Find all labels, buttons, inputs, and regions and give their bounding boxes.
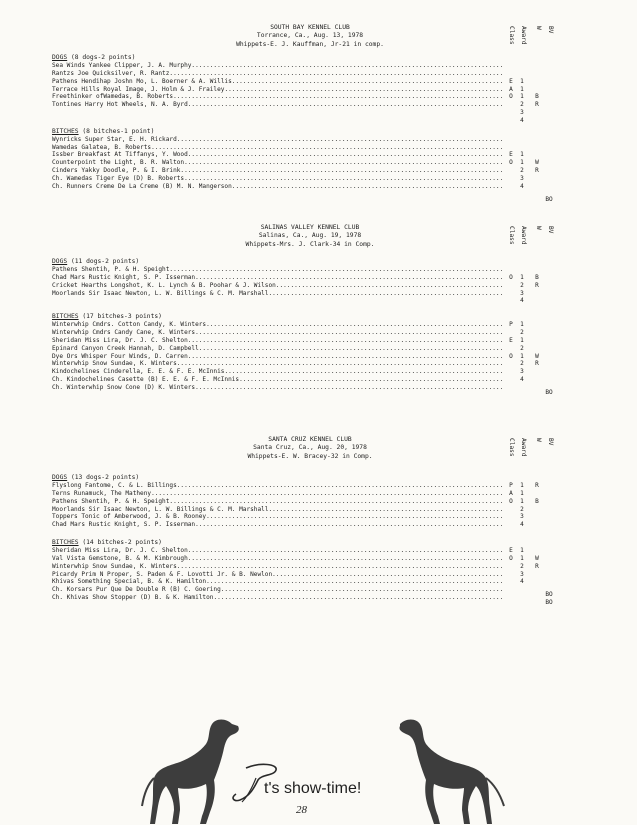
entry-text: Winterwhip Snow Sundae, K. Winters ..... [52,563,502,571]
entry-row [52,175,612,183]
entry-award: 4 [520,297,524,305]
entry-text: Counterpoint the Light, B. R. Walton ..... [52,159,502,167]
group-heading: DOGS [52,474,68,481]
entry-text: Ch. Wamedas Tiger Eye (D) B. Roberts ..... [52,175,502,183]
entry-row [52,70,612,78]
entry-award: 3 [520,570,524,578]
entry-win: B [535,93,539,101]
show-location: Salinas, Ca., Aug. 19, 1978 [258,232,362,240]
entry-row [52,571,612,579]
entry-list [52,266,612,305]
entry-row [52,136,612,144]
entry-row [52,578,612,586]
entry-row [52,290,612,298]
entry-award: 3 [520,513,524,521]
group-title [52,54,612,62]
entry-text: Rantzs Joe Quicksilver, R. Rantz ..... [52,70,502,78]
entry-award: 1 [520,159,524,167]
entry-row [52,78,612,86]
entry-text: Pathens Shentih, P. & H. Speight ..... [52,266,502,274]
entry-row [52,151,612,159]
entry-text: Winterwhip Snow Sundae, K. Winters ..... [52,360,502,368]
entry-award: 1 [520,489,524,497]
entry-text: Ch. Khivas Show Stopper (D) B. & K. Hamilton ..... [52,594,502,602]
group-heading: DOGS [52,258,68,265]
entry-win: R [535,360,539,368]
entry-row [52,297,612,305]
entry-text: Ch. Runners Creme De La Creme (B) M. N. Mangerson ..... [52,183,502,191]
entry-row [52,159,612,167]
show-location: Santa Cruz, Ca., Aug. 20, 1978 [253,444,367,452]
entry-award: 2 [520,329,524,337]
entry-row [52,555,612,563]
entry-text: Winterwhip Cmdrs Candy Cane, K. Winters ..... [52,329,502,337]
entry-class: E [509,77,513,85]
page-number: 28 [296,804,307,816]
entry-award: 1 [520,336,524,344]
entry-row [52,482,612,490]
slogan-text: t's show-time! [264,780,362,797]
entry-row [52,109,612,117]
entry-award: 2 [520,360,524,368]
entry-row [52,144,612,152]
group-title [52,128,612,136]
entry-win: R [535,281,539,289]
entry-text: Epinard Canyon Creek Hannah, D. Campbell ..... [52,345,502,353]
entry-win: W [535,159,539,167]
entry-text: Chad Mars Rustic Knight, S. P. Isserman ..... [52,521,502,529]
entry-award: 2 [520,562,524,570]
entry-row [52,329,612,337]
entry-award: 1 [520,93,524,101]
entry-text: Val Vista Gemstone, B. & M. Kimbrough ..... [52,555,502,563]
entry-text: Khivas Something Special, B. & K. Hamilton ..... [52,578,502,586]
entry-row [52,266,612,274]
group-heading: BITCHES [52,313,79,321]
entry-row [52,547,612,555]
section-salinas [52,258,612,396]
group-title [52,474,612,482]
entry-text: Sheridan Miss Lira, Dr. J. C. Shelton ..... [52,337,502,345]
entry-award: 1 [520,482,524,489]
entry-text: Tontines Harry Hot Wheels, N. A. Byrd ..... [52,101,502,109]
entry-text: Dye Ors Whisper Four Winds, D. Carren ..... [52,353,502,361]
section-south-bay [52,54,612,203]
club-name: SOUTH BAY KENNEL CLUB [270,24,350,31]
entry-award: 1 [520,151,524,159]
entry-text: Terrace Hills Royal Image, J. Holm & J. Frailey ..... [52,86,502,94]
entry-text: Ch. Winterwhip Snow Cone (D) K. Winters ..... [52,384,502,392]
entry-row [52,117,612,125]
group-title [52,539,612,547]
entry-text: Flyslong Fantome, C. & L. Billings ..... [52,482,502,490]
entry-award: 3 [520,289,524,297]
entry-row [52,521,612,529]
entry-win: R [535,101,539,109]
group-heading: BITCHES [52,539,79,547]
column-bv: BV [547,26,554,34]
entry-win: R [535,482,539,489]
entry-award: 4 [520,376,524,384]
entry-text: Picardy Prim N Proper, S. Paden & F. Lovotti Jr. & B. Newlon ..... [52,571,502,579]
club-name: SALINAS VALLEY KENNEL CLUB [260,224,360,231]
entry-win: B [535,273,539,281]
entry-award: 1 [520,352,524,360]
entry-row [52,563,612,571]
entry-row [52,101,612,109]
column-class: Class [508,26,515,45]
faded-header-noise [355,0,530,8]
entry-best: BO [545,388,553,396]
column-class: Class [508,438,515,457]
judge-line: Whippets-Mrs. J. Clark-34 in Comp. [245,240,375,248]
entry-award: 2 [520,505,524,513]
entry-class: A [509,489,513,497]
entry-row [52,191,612,203]
entry-class: P [509,321,513,329]
entry-win: R [535,167,539,175]
entry-award: 1 [520,273,524,281]
entry-text: Cinders Yakky Doodle, P. & I. Brink ..... [52,167,502,175]
group-count: (14 bitches-2 points) [82,539,162,547]
group-title [52,313,612,321]
entry-row [52,274,612,282]
entry-award: 2 [520,167,524,175]
entry-best: BO [545,599,553,607]
section-header-south-bay [150,24,470,49]
group-heading: DOGS [52,54,68,61]
group-count: (17 bitches-3 points) [82,313,162,321]
column-w: W [535,26,542,30]
section-header-santa-cruz [150,436,470,461]
entry-list [52,547,612,607]
column-class: Class [508,226,515,245]
entry-text: Pathens Shentih, P. & H. Speight ..... [52,498,502,506]
entry-text: Moorlands Sir Isaac Newton, L. W. Billings & C. M. Marshall ..... [52,290,502,298]
entry-award: 4 [520,521,524,529]
entry-text: Wamedas Galatea, B. Roberts ..... [52,144,502,152]
entry-row [52,368,612,376]
entry-text: Pathens Hendihap Joshn Mo, L. Boerner & A. Willis ..... [52,78,502,86]
show-location: Torrance, Ca., Aug. 13, 1978 [256,32,364,40]
group-count: (8 dogs-2 points) [70,54,136,61]
entry-award: 2 [520,101,524,109]
group-title [52,258,612,266]
entry-win: R [535,562,539,570]
entry-row [52,321,612,329]
entry-award: 2 [520,344,524,352]
entry-award: 3 [520,174,524,182]
entry-class: O [509,352,513,360]
entry-text: Cricket Hearths Longshot, K. L. Lynch & B. Poohar & J. Wilson ..... [52,282,502,290]
entry-text: Wynricks Super Star, E. H. Rickard ..... [52,136,502,144]
section-header-salinas [150,224,470,249]
column-bv: BV [547,438,554,446]
entry-text: Moorlands Sir Isaac Newton, L. W. Billings & C. M. Marshall ..... [52,506,502,514]
entry-class: O [509,159,513,167]
entry-row [52,183,612,191]
entry-award: 1 [520,554,524,562]
group-count: (8 bitches-1 point) [82,127,155,135]
entry-text: Sea Winds Yankee Clipper, J. A. Murphy ..... [52,62,502,70]
entry-row [52,506,612,514]
group-count: (11 dogs-2 points) [70,258,140,265]
entry-row [52,353,612,361]
entry-award: 4 [520,116,524,124]
entry-text: Ch. Kindochelines Casette (B) E. E. & F. E. McInnis ..... [52,376,502,384]
entry-class: P [509,482,513,489]
entry-award: 1 [520,85,524,93]
entry-award: 4 [520,578,524,586]
entry-list [52,482,612,529]
entry-class: O [509,497,513,505]
judge-line: Whippets-E. J. Kauffman, Jr-21 in comp. [236,40,384,48]
entry-class: O [509,273,513,281]
entry-row [52,376,612,384]
entry-award: 2 [520,281,524,289]
column-w: W [535,438,542,442]
club-name: SANTA CRUZ KENNEL CLUB [268,436,352,443]
entry-row [52,360,612,368]
entry-row [52,86,612,94]
entry-text: Terns Runamuck, The Matheny ..... [52,490,502,498]
judge-line: Whippets-E. W. Bracey-32 in Comp. [247,452,373,460]
entry-row [52,498,612,506]
entry-list [52,321,612,396]
entry-award: 4 [520,182,524,190]
entry-row [52,345,612,353]
column-w: W [535,226,542,230]
entry-list [52,62,612,125]
group-count: (13 dogs-2 points) [70,474,140,481]
entry-row [52,594,612,607]
entry-best: BO [545,591,553,599]
entry-row [52,93,612,101]
entry-award: 1 [520,547,524,555]
column-award: Award [520,438,527,457]
entry-row [52,513,612,521]
entry-class: E [509,547,513,555]
entry-award: 3 [520,109,524,117]
entry-text: Sheridan Miss Lira, Dr. J. C. Shelton ..... [52,547,502,555]
column-award: Award [520,226,527,245]
entry-row [52,167,612,175]
entry-award: 1 [520,321,524,329]
entry-award: 3 [520,368,524,376]
entry-list [52,135,612,203]
column-bv: BV [547,226,554,234]
entry-class: A [509,85,513,93]
initial-letter: I [262,792,265,802]
entry-class: O [509,554,513,562]
column-award: Award [520,26,527,45]
entry-award: 1 [520,497,524,505]
entry-best: BO [545,195,553,203]
entry-text: Ch. Korsars Pur Que De Double R (B) C. Goering ..... [52,586,502,594]
entry-award: 1 [520,77,524,85]
entry-row [52,62,612,70]
entry-class: O [509,93,513,101]
entry-text: Toppers Tonic of Amberwood, J. & B. Rooney ..... [52,513,502,521]
entry-class: E [509,151,513,159]
entry-row [52,490,612,498]
entry-win: B [535,497,539,505]
entry-class: E [509,336,513,344]
entry-win: W [535,352,539,360]
entry-text: Issber Breakfast At Tiffanys, Y. Wood ..... [52,151,502,159]
entry-win: W [535,554,539,562]
section-santa-cruz [52,474,612,607]
entry-text: Freethinker ofWamedas, B. Roberts ..... [52,93,502,101]
entry-text: Chad Mars Rustic Knight, S. P. Isserman ..... [52,274,502,282]
entry-row [52,282,612,290]
group-heading: BITCHES [52,127,79,135]
entry-row [52,383,612,396]
entry-row [52,337,612,345]
entry-text: Winterwhip Cmdrs. Cotton Candy, K. Winters ..... [52,321,502,329]
entry-text: Kindochelines Cinderella, E. E. & F. E. McInnis ..... [52,368,502,376]
show-time-slogan [226,760,416,820]
